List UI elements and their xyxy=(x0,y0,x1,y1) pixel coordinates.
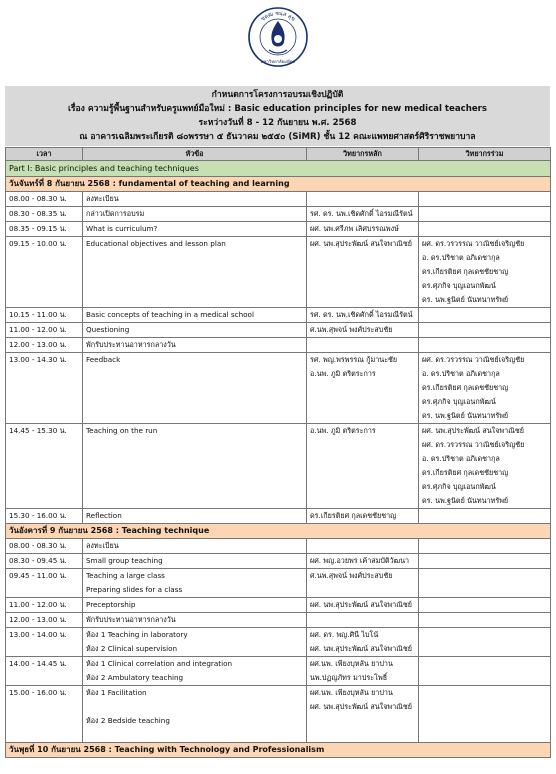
row-co-line xyxy=(422,700,547,714)
row-main-line xyxy=(310,728,415,742)
row-co xyxy=(419,569,551,598)
row-co-line xyxy=(422,613,547,627)
row-topic xyxy=(83,569,307,598)
row-topic-line: ลงทะเบียน xyxy=(86,194,119,203)
row-main xyxy=(307,598,419,613)
row-main-line xyxy=(310,338,415,352)
row-co xyxy=(419,554,551,569)
row-topic-line: Questioning xyxy=(86,325,130,334)
row-main-line: ผศ. นพ.สุประพัฒน์ สนใจพาณิชย์ xyxy=(310,644,412,653)
header-line-2: เรื่อง ความรู้พื้นฐานสำหรับครูแพทย์มือใหม่ : Basic education principles for new medical teachers xyxy=(67,104,488,114)
row-time: 12.00 - 13.00 น. xyxy=(6,338,83,353)
part-title: Part I: Basic principles and teaching techniques xyxy=(6,161,551,177)
row-co-line: ผศ. ดร.วรวรรณ วาณิชย์เจริญชัย xyxy=(422,440,525,449)
row-topic-line: ห้อง 2 Bedside teaching xyxy=(86,716,170,725)
row-co-line xyxy=(422,583,547,597)
day-row xyxy=(6,524,551,539)
row-co-line xyxy=(422,671,547,685)
row-topic-line: พักรับประทานอาหารกลางวัน xyxy=(86,615,176,624)
row-co xyxy=(419,338,551,353)
row-main xyxy=(307,686,419,743)
row-co-line: ผศ. ดร.วรวรรณ วาณิชย์เจริญชัย xyxy=(422,239,525,248)
row-topic-line: Basic concepts of teaching in a medical school xyxy=(86,310,254,319)
row-topic-line: ลงทะเบียน xyxy=(86,541,119,550)
row-time: 08.30 - 08.35 น. xyxy=(6,207,83,222)
row-topic-line: What is curriculum? xyxy=(86,224,158,233)
row-co-line: ดร.ศุภกิจ บุญเอนกพัฒน์ xyxy=(422,397,496,406)
row-time: 11.00 - 12.00 น. xyxy=(6,598,83,613)
row-co-line xyxy=(422,728,547,742)
row-topic-line: Teaching on the run xyxy=(86,426,158,435)
row-main xyxy=(307,207,419,222)
schedule-row xyxy=(6,353,551,424)
row-co-line xyxy=(422,539,547,553)
row-topic-line xyxy=(86,728,303,742)
schedule-row xyxy=(6,323,551,338)
row-main xyxy=(307,657,419,686)
row-time: 08.00 - 08.30 น. xyxy=(6,539,83,554)
row-main-line: นพ.ปฏญภัทร มาประโพธิ์ xyxy=(310,673,388,682)
row-main-line xyxy=(310,714,415,728)
row-co xyxy=(419,657,551,686)
schedule-row xyxy=(6,628,551,657)
row-topic xyxy=(83,192,307,207)
row-co-line xyxy=(422,192,547,206)
row-topic-line: Teaching a large class xyxy=(86,571,165,580)
mahidol-university-seal-logo xyxy=(247,6,309,68)
header-line-3: ระหว่างวันที่ 8 - 12 กันยายน พ.ศ. 2568 xyxy=(198,118,357,128)
row-main-line: ผศ. นพ.สุประพัฒน์ สนใจพาณิชย์ xyxy=(310,702,412,711)
schedule-table xyxy=(5,147,551,758)
row-main-line xyxy=(310,613,415,627)
row-main xyxy=(307,222,419,237)
row-topic xyxy=(83,657,307,686)
row-co-line: ดร. นพ.ฐนิตย์ นันทนาทรัพย์ xyxy=(422,295,509,304)
row-main-line xyxy=(310,539,415,553)
row-co-line: อ. ดร.ปริชาต อภิเดชากุล xyxy=(422,369,500,378)
row-time: 15.30 - 16.00 น. xyxy=(6,509,83,524)
row-co-line xyxy=(422,642,547,656)
row-co-line xyxy=(422,569,547,583)
row-time: 09.15 - 10.00 น. xyxy=(6,237,83,308)
row-co xyxy=(419,686,551,743)
row-topic-line: ห้อง 2 Clinical supervision xyxy=(86,644,178,653)
schedule-row xyxy=(6,207,551,222)
row-main xyxy=(307,323,419,338)
row-co-line: ดร.เกียรติยศ กุลเดชชัยชาญ xyxy=(422,468,509,477)
row-time: 11.00 - 12.00 น. xyxy=(6,323,83,338)
row-co-line xyxy=(422,222,547,236)
row-time: 08.30 - 09.45 น. xyxy=(6,554,83,569)
row-main-line: รศ. พญ.พรพรรณ กู้มานะชัย xyxy=(310,355,398,364)
row-time: 12.00 - 13.00 น. xyxy=(6,613,83,628)
schedule-row xyxy=(6,686,551,743)
row-main-line xyxy=(310,583,415,597)
schedule-table-wrapper xyxy=(5,147,550,758)
row-main-line: ดร.เกียรติยศ กุลเดชชัยชาญ xyxy=(310,511,397,520)
row-co xyxy=(419,308,551,323)
row-topic xyxy=(83,628,307,657)
row-topic xyxy=(83,613,307,628)
row-topic-line xyxy=(86,700,303,714)
row-main-line: ศ.นพ.สุพจน์ พงศ์ประสบชัย xyxy=(310,571,393,580)
row-topic-line: ห้อง 1 Clinical correlation and integration xyxy=(86,659,233,668)
row-main-line: รศ. ดร. นพ.เชิดศักดิ์ ไอรมณีรัตน์ xyxy=(310,209,413,218)
row-co-line: ดร.ศุภกิจ บุญเอนกพัฒน์ xyxy=(422,482,496,491)
row-co xyxy=(419,192,551,207)
row-co xyxy=(419,353,551,424)
row-time: 15.00 - 16.00 น. xyxy=(6,686,83,743)
row-main-line: ผศ. พญ.อวยพร เค้าสมบัติวัฒนา xyxy=(310,556,410,565)
row-co-line xyxy=(422,598,547,612)
row-co-line xyxy=(422,554,547,568)
schedule-row xyxy=(6,613,551,628)
row-topic xyxy=(83,424,307,509)
row-co-line xyxy=(422,338,547,352)
row-topic xyxy=(83,686,307,743)
row-co xyxy=(419,598,551,613)
row-main xyxy=(307,237,419,308)
row-co xyxy=(419,222,551,237)
row-topic xyxy=(83,207,307,222)
row-topic xyxy=(83,509,307,524)
row-main xyxy=(307,338,419,353)
row-main-line: ผศ. นพ.สุประพัฒน์ สนใจพาณิชย์ xyxy=(310,239,412,248)
row-topic xyxy=(83,237,307,308)
row-topic xyxy=(83,338,307,353)
logo-top-text: ชดฺฒ ชนฺส สุข xyxy=(260,10,296,23)
column-header-main-speaker: วิทยากรหลัก xyxy=(307,148,419,161)
row-co xyxy=(419,509,551,524)
row-co xyxy=(419,237,551,308)
row-co-line xyxy=(422,308,547,322)
row-main xyxy=(307,509,419,524)
row-main-line: ผศ.นพ. เพียงบุหลัน ยาปาน xyxy=(310,659,393,668)
row-main xyxy=(307,554,419,569)
day2-title: วันอังคารที่ 9 กันยายน 2568 : Teaching technique xyxy=(6,524,551,539)
row-main-line xyxy=(310,192,415,206)
day1-title: วันจันทร์ที่ 8 กันยายน 2568 : fundamental of teaching and learning xyxy=(6,177,551,192)
row-co-line xyxy=(422,509,547,523)
row-co-line xyxy=(422,323,547,337)
row-topic xyxy=(83,554,307,569)
row-time: 09.45 - 11.00 น. xyxy=(6,569,83,598)
row-co-line: อ. ดร.ปริชาต อภิเดชากุล xyxy=(422,454,500,463)
row-main xyxy=(307,569,419,598)
row-time: 14.45 - 15.30 น. xyxy=(6,424,83,509)
schedule-row xyxy=(6,509,551,524)
row-co-line: ดร.เกียรติยศ กุลเดชชัยชาญ xyxy=(422,383,509,392)
row-co-line: ดร.เกียรติยศ กุลเดชชัยชาญ xyxy=(422,267,509,276)
schedule-row xyxy=(6,539,551,554)
row-topic-line: ห้อง 1 Teaching in laboratory xyxy=(86,630,188,639)
row-topic xyxy=(83,539,307,554)
header-line-1: กำหนดการโครงการอบรมเชิงปฏิบัติ xyxy=(211,90,344,100)
row-topic-line: Small group teaching xyxy=(86,556,163,565)
row-co xyxy=(419,613,551,628)
row-co xyxy=(419,207,551,222)
row-topic xyxy=(83,222,307,237)
row-main xyxy=(307,308,419,323)
document-header xyxy=(5,86,550,146)
column-header-topic: หัวข้อ xyxy=(83,148,307,161)
row-main xyxy=(307,613,419,628)
schedule-row xyxy=(6,424,551,509)
row-co-line: อ. ดร.ปริชาต อภิเดชากุล xyxy=(422,253,500,262)
row-main xyxy=(307,539,419,554)
row-co-line xyxy=(422,657,547,671)
row-main xyxy=(307,353,419,424)
row-time: 08.00 - 08.30 น. xyxy=(6,192,83,207)
schedule-row xyxy=(6,569,551,598)
row-co-line: ผศ. ดร.วรวรรณ วาณิชย์เจริญชัย xyxy=(422,355,525,364)
row-time: 14.00 - 14.45 น. xyxy=(6,657,83,686)
row-co-line: ผศ. นพ.สุประพัฒน์ สนใจพาณิชย์ xyxy=(422,426,524,435)
column-header-co-speaker: วิทยากรร่วม xyxy=(419,148,551,161)
schedule-row xyxy=(6,222,551,237)
row-topic-line: พักรับประทานอาหารกลางวัน xyxy=(86,340,176,349)
row-main-line: อ.นพ. ภูมิ ตริตระการ xyxy=(310,426,376,435)
row-time: 13.00 - 14.00 น. xyxy=(6,628,83,657)
row-topic xyxy=(83,308,307,323)
logo-bottom-text: มหาวิทยาลัยมหิดล xyxy=(260,60,296,65)
row-topic-line: Reflection xyxy=(86,511,122,520)
row-co-line xyxy=(422,628,547,642)
row-topic-line: ห้อง 2 Ambulatory teaching xyxy=(86,673,184,682)
row-co xyxy=(419,628,551,657)
schedule-row xyxy=(6,192,551,207)
row-co-line: ดร. นพ.ฐนิตย์ นันทนาทรัพย์ xyxy=(422,411,509,420)
column-header-time: เวลา xyxy=(6,148,83,161)
schedule-row xyxy=(6,554,551,569)
column-header-row xyxy=(6,148,551,161)
row-main-line: รศ. ดร. นพ.เชิดศักดิ์ ไอรมณีรัตน์ xyxy=(310,310,413,319)
row-topic-line: กล่าวเปิดการอบรม xyxy=(86,209,145,218)
row-main xyxy=(307,628,419,657)
row-topic-line: Feedback xyxy=(86,355,121,364)
schedule-row xyxy=(6,338,551,353)
day3-title: วันพุธที่ 10 กันยายน 2568 : Teaching with Technology and Professionalism xyxy=(6,743,551,758)
row-topic-line: Preceptorship xyxy=(86,600,136,609)
row-co-line xyxy=(422,714,547,728)
row-time: 13.00 - 14.30 น. xyxy=(6,353,83,424)
row-co-line xyxy=(422,686,547,700)
schedule-row xyxy=(6,308,551,323)
row-topic xyxy=(83,353,307,424)
row-main xyxy=(307,424,419,509)
row-co xyxy=(419,539,551,554)
schedule-row xyxy=(6,237,551,308)
row-co-line: ดร. นพ.ฐนิตย์ นันทนาทรัพย์ xyxy=(422,496,509,505)
schedule-row xyxy=(6,657,551,686)
row-topic xyxy=(83,598,307,613)
row-topic xyxy=(83,323,307,338)
header-line-4: ณ อาคารเฉลิมพระเกียรติ ๘๐พรรษา ๕ ธันวาคม ๒๕๕๐ (SiMR) ชั้น 12 คณะแพทยศาสตร์ศิริราชพยาบาล xyxy=(79,132,476,142)
row-co-line xyxy=(422,207,547,221)
row-time: 10.15 - 11.00 น. xyxy=(6,308,83,323)
row-co xyxy=(419,424,551,509)
row-topic-line: Educational objectives and lesson plan xyxy=(86,239,226,248)
day-row xyxy=(6,743,551,758)
row-main-line: ผศ.นพ. เพียงบุหลัน ยาปาน xyxy=(310,688,393,697)
row-co xyxy=(419,323,551,338)
row-main-line: ผศ. ดร. พญ.ศินี ไบโน้ xyxy=(310,630,379,639)
row-main xyxy=(307,192,419,207)
row-topic-line: Preparing slides for a class xyxy=(86,585,183,594)
row-main-line: ศ.นพ.สุพจน์ พงศ์ประสบชัย xyxy=(310,325,393,334)
row-co-line: ดร.ศุภกิจ บุญเอนกพัฒน์ xyxy=(422,281,496,290)
row-time: 08.35 - 09.15 น. xyxy=(6,222,83,237)
row-main-line: ผศ. นพ.สุประพัฒน์ สนใจพาณิชย์ xyxy=(310,600,412,609)
row-main-line: ผศ. นพ.ศรีภพ เลิศบรรณพงษ์ xyxy=(310,224,399,233)
row-topic-line: ห้อง 1 Facilitation xyxy=(86,688,147,697)
part-row xyxy=(6,161,551,177)
schedule-row xyxy=(6,598,551,613)
row-main-line: อ.นพ. ภูมิ ตริตระการ xyxy=(310,369,376,378)
day-row xyxy=(6,177,551,192)
